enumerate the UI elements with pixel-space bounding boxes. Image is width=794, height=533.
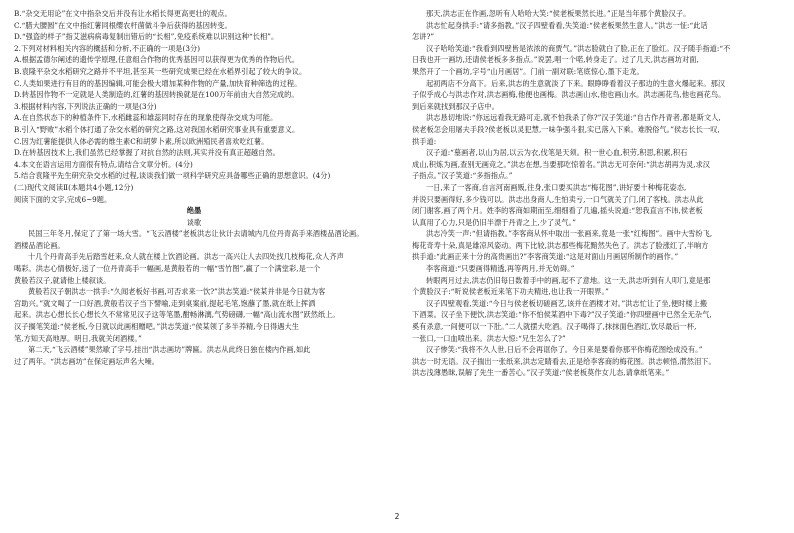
left-text-line: 笔,方知天高地厚。明日,我就关闭酒楼。”	[14, 333, 142, 343]
right-text-line: 洪志恳切地说:“你远远看我无路可走,就不怕我杀了你?”汉子笑道:“自古作丹青者,都是斯文人,	[426, 113, 721, 123]
right-text-line: 梅花奇寿十朵,真是雄凉风姿动。两下比较,洪志那些梅花黯然失色了。洪志了脸涨红了,半晌方	[412, 240, 709, 250]
left-text-line: 4.本文在语言运用方面很有特点,请结合文章分析。(4分)	[14, 159, 193, 169]
right-text-line: 果然开了一个画坊,字号“山月画居”。门前一副对联:笔底惊心,墨下走龙。	[412, 66, 644, 76]
left-text-line: 黄般若汉子,就请他上楼叙谈。	[14, 275, 111, 285]
right-text-line: 汉子哈哈笑道:“我看到四壁皆是浓浓的商贾气。”洪志脸就白了脸,正在了脸红。汉子随手指道:“不	[426, 43, 731, 53]
right-text-line: 转眼两月过去,洪志仍旧每日数着手中的画,起不了意地。这一天,洪志听到有人叩门,竟是那	[426, 275, 711, 285]
left-text-line: 2.下列对材料相关内容的概括和分析,不正确的一项是(3分)	[14, 43, 201, 53]
right-text-line: 到后来就找到那汉子店中。	[412, 101, 499, 111]
right-text-line: 拱手道:	[412, 136, 437, 146]
right-text-line: 认真用了心力,只是仍旧半漂于丹青之上,少了灵气。”	[412, 217, 577, 227]
left-text-line: A.根据孟德尔阐述的遗传学原理,任意组合作物的优秀基因可以获得更为优秀的作物后代。	[14, 55, 299, 65]
left-text-line: C.人类如果进行有目的的基因编辑,可能会极大增加某种作物的产量,加快育种筛选的过程。	[14, 78, 302, 88]
right-text-line: 奚有杀意,一间便可以一下肚。”二人就摆大吃酒。汉子喝得了,抹抹面色酒红,饮尽最后一杯,	[412, 322, 697, 332]
page-number: 2	[394, 512, 400, 521]
left-text-line: 第二天,“飞云酒楼”果然歇了字号,挂出“洪志画坊”牌匾。洪志从此终日独在楼内作画,如此	[28, 345, 311, 355]
left-text-line: 宫助兴。”就文喝了一口好酒,黄般若汉子当下譬喻,走到桌案前,提起毛笔,饱蘸了墨,就在纸上挥洒	[14, 298, 316, 308]
right-text-line: 洪志浅薄愚昧,误解了先生一番苦心。”汉子笑道:“侯老板莫作女儿态,请拿纸笔来。”	[412, 368, 670, 378]
left-text-line: 3.根据材料内容,下列说法正确的一项是(3分)	[14, 101, 157, 111]
right-text-line: 汉子惨笑:“我将不久人世,日后不会再诓你了。今日来是要看你那平你梅花图绘成没有。”	[426, 345, 703, 355]
left-text-line: A.在自然状态下的种植条件下,水稻雌蕊和雄蕊同时存在的现象使得杂交成为可能。	[14, 113, 278, 123]
left-text-line: 汉子搁笔笑道:“侯老板,今日就以此画相赠吧。”洪志笑道:“侯某领了多半养精,今日得遇大生	[14, 322, 299, 332]
left-text-line: 黄般若汉子朝洪志一拱手:“久闻老板好书画,可否求来一饮?”洪志笑道:“侯某并非是今日就为客	[28, 287, 326, 297]
left-text-line: 5.结合袁隆平先生研究杂交水稻的过程,谈谈我们做一项科学研究应具备哪些正确的思想意识。(4分)	[14, 171, 331, 181]
right-text-line: 成山,积炼为画,查别无画竞之。”洪志在想,当要那吃惊着名。”洪志无可奈何:“洪志胡再为灵,求汉	[412, 159, 711, 169]
left-text-line: 十几个丹青高手先后踏雪赶来,众人就在楼上饮酒论画。洪志一高兴让人去四处找几枝梅花,众人齐声	[28, 252, 344, 262]
left-text-line: C.因为红薯能提供人体必需的维生素C和胡萝卜素,所以欧洲殖民者喜欢吃红薯。	[14, 136, 269, 146]
right-text-line: 洪志忙起身拱手:“请多指教。”汉子四壁看看,失笑道:“侯老板果然生意人。”洪志一怔:“此话	[426, 20, 708, 30]
right-text-line: 那天,洪志正在作画,忽听有人哈哈大笑:“侯老板果然长进。”正是当年那个黄脸汉子。	[426, 9, 691, 18]
left-text-line: (二)现代文阅读Ⅱ(本题共4小题,12分)	[14, 182, 134, 192]
right-text-line: 并说只要画得好,多少钱可以。洪志出身商人,生怕卖亏,一口气就关了门,闭了客栈。洪志从此	[412, 194, 704, 204]
right-text-line: 怎讲?”	[412, 32, 435, 42]
right-text-line: 李客商道:“只要画得精透,再等两月,并无妨碍。”	[426, 264, 575, 274]
right-text-line: 拱手道:“此画正来十分的高贵画出?”李客商笑道:“这是对面山月画居所制作的画作。”	[412, 252, 679, 262]
right-text-line: 日我也开一画坊,还请侯老板多多指点。”说罢,唱一个喏,转身走了。过了几天,洪志画坊对面,	[412, 55, 699, 65]
right-text-line: 个黄脸汉子:“听说侯老板近来笔下功夫精进,也让我一开眼界。”	[412, 287, 609, 297]
right-text-line: 下酒菜。汉子坐下便饮,洪志笑道:“你不怕侯某酒中下毒?”汉子笑道:“你四壁画中已然全无杂气,	[412, 310, 712, 320]
left-text-line: C.“腊大腰圆”在文中指红薯同根缨农杆菌做斗争后获得的基因转变。	[14, 20, 232, 30]
left-text-line: 民国三年冬月,保定了了第一场大雪。“飞云酒楼”老板洪志让伙计去请城内几位丹青高手来酒楼品酒论画。	[28, 229, 364, 239]
right-text-line: 洪志冷笑一声:“但请指教。”李客商从怀中取出一张画来,竟是一张“红梅图”。画中大雪纷飞,	[426, 229, 713, 239]
left-text-line: 酒楼品酒论画。	[14, 240, 65, 250]
left-text-line: 过了两年。“洪志画坊”在保定画坛声名大噪。	[14, 356, 159, 366]
left-text-line: 阅读下面的文字,完成6~9题。	[14, 194, 112, 204]
right-text-line: 侯老板怎会用屠夫手段?侯老板以灵犯慧,一味争强斗狠,实已落入下乘。难脱俗气。”侯志长长一叹,	[412, 124, 720, 134]
right-text-line: 汉子道:“墓画者,以山为居,以云为衣,伐笔是天须。积一世心血,积劳,积思,积累,积石	[426, 148, 688, 158]
right-text-line: 子指点。”汉子笑道:“多指指点。”	[412, 171, 513, 181]
left-text-line: B.“杂交无用论”在文中指杂交后并没有让水稻长得更高更壮的观点。	[14, 9, 232, 18]
right-text-line: 闭门谢客,画了两个月。姓李的客商如期而至,细细看了几遍,摇头说道:“恕我直言不讳,侯老板	[412, 206, 703, 216]
right-text-line: 子似乎成心与洪志作对,洪志画梅,他便也画梅。洪志画山水,他也画山水。洪志画花鸟,他也画花鸟。	[412, 90, 726, 100]
left-text-line: 起来。洪志心想长长心想长久不常常见汉子这等笔墨,酣畅淋漓,气势磅礴,一幅“高山流水图”跃然纸上。	[14, 310, 340, 320]
left-text-line: B.袁隆平杂交水稻研究之路并不平坦,甚至其一些研究成果已经在水稻界引起了较大的争议。	[14, 66, 307, 76]
left-text-line: 绝墨	[186, 206, 202, 216]
right-text-line: 一张口,一口血喷出来。洪志大惊:“兄生怎么了?”	[412, 333, 566, 343]
left-text-line: D.在转基因技术上,我们虽然已经掌握了对抗自然的法则,其实并没有真正超越自然。	[14, 148, 280, 158]
right-text-line: 汉子四壁观看,笑道:“今日与侯老板切磋画艺,该并在酒楼才对。”洪志忙让了坐,便时楼上搬	[426, 298, 708, 308]
left-text-line: 谈歌	[186, 217, 202, 227]
left-text-line: D.转基因作物不一定就是人类制造的,红薯的基因转换就是在100万年前由大自然完成的。	[14, 90, 299, 100]
right-column	[412, 8, 784, 379]
left-text-line: B.引入“野败”水稻个体打通了杂交水稻的研究之路,这对我国水稻研究事业具有重要意义。	[14, 124, 300, 134]
left-text-line: 喝彩。洪志心情极好,送了一位丹青高手一幅画,是黄般若的一幅“雪竹图”,赢了一个满堂彩,是一个	[14, 264, 321, 274]
right-text-line: 一日,来了一客商,自言河南画贩,往身,张口要买洪志“梅花图”,讲好要十种梅花姿态,	[426, 182, 687, 192]
right-text-line: 洪志一时无语。汉子揣出一张纸来,洪志定睛看去,正是给李客商的梅花图。洪志顿悟,潸然泪下。	[412, 356, 716, 366]
left-column	[14, 8, 374, 367]
left-text-line: D.“强盗的样子”指艾滋病病毒复制出错后的“长相”,免疫系统难以识别这种“长相”。	[14, 32, 279, 42]
right-text-line: 起初两店不分高下。后来,洪志的生意就淡了下来。眼睁睁看着汉子那边的生意火爆起来。那汉	[426, 78, 726, 88]
